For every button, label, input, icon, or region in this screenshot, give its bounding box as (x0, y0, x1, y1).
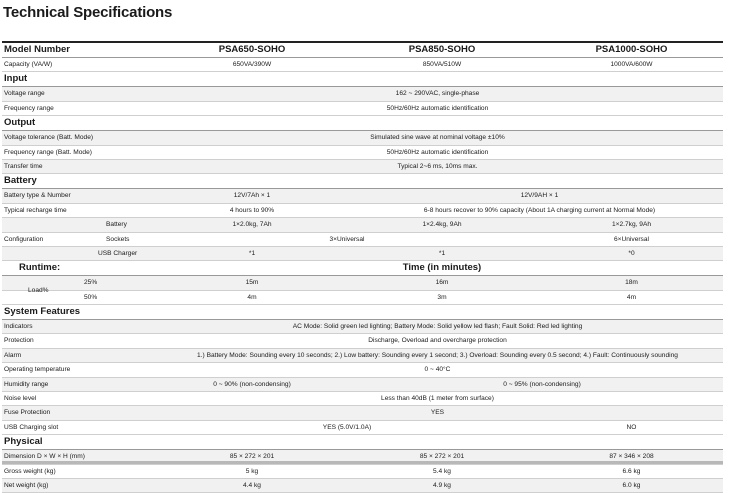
cell-value: 50Hz/60Hz automatic identification (386, 148, 489, 156)
section-heading (2, 435, 723, 450)
table-row (2, 320, 723, 334)
model-1: PSA650-SOHO (218, 44, 286, 55)
cell-value: 3×Universal (329, 235, 365, 243)
cell-value: 5 kg (245, 467, 259, 475)
cell-value: Simulated sine wave at nominal voltage ±10% (370, 134, 505, 142)
table-row (2, 102, 723, 116)
row-label: Typical recharge time (4, 206, 67, 214)
table-row (2, 276, 723, 290)
row-label: Voltage range (4, 90, 45, 98)
section-heading (2, 305, 723, 320)
row-label: Capacity (VA/W) (4, 61, 53, 68)
table-row (2, 233, 723, 247)
table-row (2, 218, 723, 232)
cell-value: 6-8 hours recover to 90% capacity (About 1A charging current at Normal Mode) (423, 206, 656, 214)
cell-value: Typical 2~6 ms, 10ms max. (397, 162, 478, 170)
table-row (2, 87, 723, 101)
spec-table (2, 41, 723, 493)
model-number-label: Model Number (4, 44, 70, 55)
row-label: Humidity range (4, 380, 49, 388)
cell-value: 4m (626, 293, 637, 301)
table-row (2, 378, 723, 392)
runtime-time-heading: Time (in minutes) (402, 262, 482, 274)
cell-value: 4 hours to 90% (229, 206, 275, 214)
row-label: Indicators (4, 323, 33, 331)
row-label: Operating temperature (4, 366, 71, 374)
row-label: Frequency range (4, 104, 54, 112)
cell-value: 0 ~ 90% (non-condensing) (213, 380, 291, 388)
row-label: Noise level (4, 395, 37, 403)
row-label: Configuration (4, 235, 44, 243)
row-label: Dimension D × W × H (mm) (4, 453, 85, 461)
section-title: System Features (4, 306, 81, 318)
cell-value: *1 (248, 249, 256, 257)
cell-value: 12V/9AH × 1 (520, 192, 559, 200)
cell-value: 1×2.4kg, 9Ah (422, 221, 462, 229)
cell-value: YES (430, 409, 445, 417)
cell-value: 650VA/390W (232, 61, 272, 68)
table-row (2, 131, 723, 145)
cell-value: 1×2.7kg, 9Ah (611, 221, 652, 229)
load-value: 50% (84, 293, 98, 301)
cell-value: 4.4 kg (243, 481, 261, 489)
cell-value: Discharge, Overload and overcharge protection (368, 337, 507, 345)
section-title: Input (4, 73, 28, 85)
model-3: PSA1000-SOHO (595, 44, 668, 55)
cell-value: 1.) Battery Mode: Sounding every 10 seconds; 2.) Low battery: Sounding every 1 second; 3.) Overload: Sounding every 0.5 second; 4.) Fault: Continuously sounding (197, 351, 678, 359)
row-label: Load% (28, 286, 49, 294)
row-sublabel: Sockets (106, 235, 130, 243)
section-title: Battery (4, 175, 37, 187)
cell-value: 6×Universal (613, 235, 649, 243)
cell-value: *1 (438, 249, 446, 257)
cell-value: 87 × 346 × 208 (609, 453, 654, 461)
cell-value: 5.4 kg (433, 467, 451, 475)
row-label: Alarm (4, 351, 22, 359)
cell-value: Less than 40dB (1 meter from surface) (381, 395, 494, 403)
table-bottom-rule (2, 461, 723, 464)
table-row (2, 421, 723, 435)
cell-value: 50Hz/60Hz automatic identification (386, 104, 489, 112)
row-label: Frequency range (Batt. Mode) (4, 148, 92, 156)
cell-value: 18m (625, 279, 638, 287)
table-row (2, 160, 723, 174)
cell-value: YES (5.0V/1.0A) (322, 423, 372, 431)
table-row (2, 349, 723, 363)
table-row (2, 334, 723, 348)
table-row (2, 189, 723, 203)
cell-value: 162 ~ 290VAC, single-phase (395, 90, 480, 98)
table-row (2, 392, 723, 406)
row-label: Battery type & Number (4, 192, 71, 200)
row-label: USB Charging slot (4, 423, 59, 431)
table-row (2, 406, 723, 420)
cell-value: 85 × 272 × 201 (229, 453, 275, 461)
table-row (2, 363, 723, 377)
cell-value: 1×2.0kg, 7Ah (232, 221, 272, 229)
cell-value: 0 ~ 40°C (424, 366, 451, 374)
section-heading (2, 174, 723, 189)
load-value: 25% (84, 279, 98, 287)
cell-value: 1000VA/600W (610, 61, 653, 68)
table-row (2, 146, 723, 160)
row-label: Net weight (kg) (4, 481, 49, 489)
cell-value: 4.9 kg (433, 481, 451, 489)
table-row (2, 465, 723, 479)
model-2: PSA850-SOHO (408, 44, 476, 55)
cell-value: 12V/7Ah × 1 (233, 192, 271, 200)
section-title: Output (4, 117, 36, 129)
table-row (2, 204, 723, 218)
cell-value: 16m (435, 279, 449, 287)
section-title: Physical (4, 436, 43, 448)
row-label: Gross weight (kg) (4, 467, 56, 475)
row-label: Transfer time (4, 162, 43, 170)
cell-value: NO (626, 423, 637, 431)
row-sublabel: USB Charger (98, 249, 138, 257)
cell-value: 4m (247, 293, 257, 301)
section-heading (2, 261, 723, 276)
table-row (2, 247, 723, 261)
cell-value: AC Mode: Solid green led lighting; Battery Mode: Solid yellow led flash; Fault Solid: Red led lighting (292, 323, 583, 331)
table-row (2, 286, 723, 305)
section-heading (2, 72, 723, 87)
cell-value: 6.0 kg (622, 481, 641, 489)
row-sublabel: Battery (106, 221, 127, 229)
row-label: Protection (4, 337, 34, 345)
page-title: Technical Specifications (3, 4, 173, 21)
cell-value: 3m (437, 293, 447, 301)
cell-value: 85 × 272 × 201 (419, 453, 465, 461)
row-label: Voltage tolerance (Batt. Mode) (4, 134, 94, 142)
cell-value: 850VA/510W (422, 61, 462, 68)
table-header (2, 43, 723, 58)
cell-value: 6.6 kg (622, 467, 641, 475)
cell-value: *0 (628, 249, 635, 257)
row-label: Fuse Protection (4, 409, 51, 417)
cell-value: 0 ~ 95% (non-condensing) (503, 380, 581, 388)
table-row (2, 479, 723, 493)
section-title: Runtime: (19, 262, 61, 274)
table-row (2, 58, 723, 72)
cell-value: 15m (245, 279, 259, 287)
section-heading (2, 116, 723, 131)
